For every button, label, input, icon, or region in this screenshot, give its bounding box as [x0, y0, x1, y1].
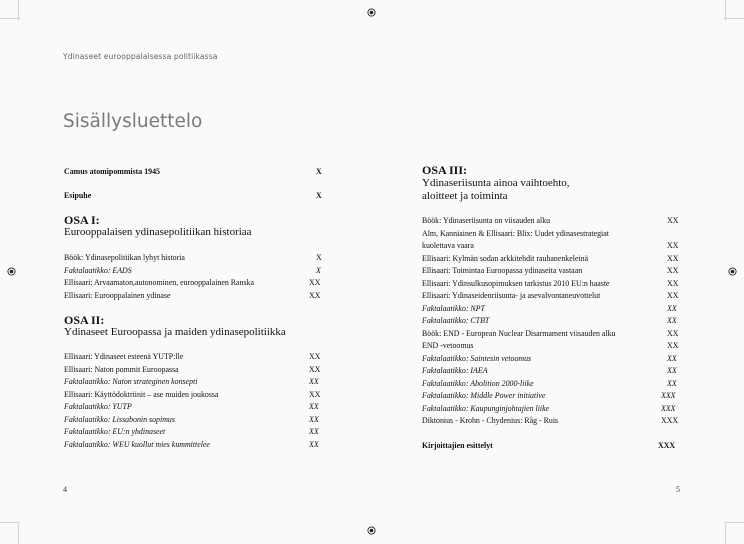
toc-entry: Ellisaari: Eurooppalainen ydinase	[64, 291, 171, 300]
toc-entry: Ellisaari: Ydinaseidenriisunta- ja asevalvontaneuvottelut	[422, 291, 601, 300]
page-number: 5	[676, 485, 680, 494]
toc-entry: Faktalaatikko: CTBT	[422, 316, 490, 325]
toc-entry: Diktonius - Krohn - Chydenius: Råg - Ruis	[422, 416, 559, 425]
toc-entry: Faktalaatikko: Kaupunginjohtajien liike	[422, 404, 550, 413]
toc-entry: Ellisaari: Käyttödoktriinit – ase muiden joukossa	[64, 390, 219, 399]
toc-entry: Ellisaari: Toimintaa Euroopassa ydinaseita vastaan	[422, 266, 583, 275]
toc-page-ref: XX	[309, 402, 319, 411]
running-header: Ydinaseet eurooppalaisessa politiikassa	[63, 52, 218, 61]
section-heading: OSA II:	[64, 313, 105, 327]
toc-entry: Faktalaatikko: NPT	[422, 304, 485, 313]
toc-page-ref: X	[316, 266, 321, 275]
toc-page-ref: XX	[667, 254, 679, 263]
toc-page-ref: XX	[309, 365, 321, 374]
toc-entry: Faktalaatikko: WEU kuollut mies kummittelee	[64, 440, 210, 449]
toc-page-ref: XX	[309, 278, 321, 287]
toc-page-ref: XXX	[661, 404, 676, 413]
toc-page-ref: XX	[667, 379, 677, 388]
toc-page-ref: XX	[667, 291, 679, 300]
toc-entry: Faktalaatikko: IAEA	[422, 366, 488, 375]
right-page	[372, 0, 744, 544]
toc-entry: Faktalaatikko: Saintesin vetoomus	[422, 354, 532, 363]
toc-entry: END -vetoomus	[422, 341, 474, 350]
toc-page-ref: XX	[667, 341, 679, 350]
section-subtitle: aloitteet ja toiminta	[422, 190, 508, 202]
toc-entry: Faktalaatikko: Middle Power initiative	[422, 391, 546, 400]
section-heading: OSA III:	[422, 163, 468, 177]
toc-page-ref: XXX	[661, 416, 679, 425]
toc-page-ref: XX	[667, 216, 679, 225]
toc-page-ref: XX	[309, 390, 321, 399]
toc-entry: Faktalaatikko: Lissabonin sopimus	[64, 415, 175, 424]
toc-page-ref: X	[316, 167, 322, 176]
toc-page-ref: XX	[309, 291, 321, 300]
page-number: 4	[63, 485, 67, 494]
toc-entry: Camus atomipommista 1945	[64, 167, 161, 176]
toc-entry: Faktalaatikko: YUTP	[64, 402, 132, 411]
toc-page-ref: XX	[667, 304, 677, 313]
toc-page-ref: XX	[667, 354, 677, 363]
toc-page-ref: XX	[309, 440, 319, 449]
toc-entry: Faktalaatikko: EADS	[64, 266, 132, 275]
toc-entry: Ellisaari: Ydinaseet esteenä YUTP:lle	[64, 352, 184, 361]
section-heading: OSA I:	[64, 213, 100, 227]
page-title: Sisällysluettelo	[63, 111, 203, 132]
toc-entry: Ellisaari: Arvaamaton,autonominen, eurooppalainen Ranska	[64, 278, 254, 287]
toc-entry: Ellisaari: Ydinsulkusopimuksen tarkistus 2010 EU:n haaste	[422, 279, 610, 288]
toc-entry: Ellisaari: Kylmän sodan arkkitehdit rauhanenkeleinä	[422, 254, 589, 263]
toc-entry: Ellisaari: Naton pommit Euroopassa	[64, 365, 179, 374]
toc-page-ref: XX	[667, 241, 679, 250]
toc-page-ref: XX	[667, 366, 677, 375]
toc-entry: Böök: END - European Nuclear Disarmament viisauden alku	[422, 329, 616, 338]
toc-entry: Faktalaatikko: Abolition 2000-liike	[422, 379, 534, 388]
toc-page-ref: XX	[309, 415, 319, 424]
toc-page-ref: XX	[309, 352, 321, 361]
toc-entry: Böök: Ydinaseriisunta on viisauden alku	[422, 216, 551, 225]
section-subtitle: Eurooppalaisen ydinasepolitiikan historiaa	[64, 226, 252, 238]
toc-page-ref: XX	[667, 316, 677, 325]
toc-page-ref: XX	[309, 377, 319, 386]
toc-page-ref: X	[316, 191, 322, 200]
toc-page-ref: XX	[309, 427, 319, 436]
toc-page-ref: XX	[667, 329, 679, 338]
toc-page-ref: XX	[667, 279, 679, 288]
toc-entry: Faktalaatikko: Naton strateginen konsepti	[64, 377, 198, 386]
toc-entry: Esipuhe	[64, 191, 92, 200]
toc-page-ref: XXX	[658, 441, 676, 450]
toc-page-ref: XX	[667, 266, 679, 275]
toc-entry: Alm, Kanniainen & Ellisaari: Blix: Uudet ydinasestrategiat	[422, 229, 609, 238]
toc-entry: Kirjoittajien esittelyt	[422, 441, 493, 450]
toc-entry: Böök: Ydinasepolitiikan lyhyt historia	[64, 253, 185, 262]
toc-page-ref: XXX	[661, 391, 676, 400]
toc-page-ref: X	[316, 253, 322, 262]
toc-entry: kuolettava vaara	[422, 241, 474, 250]
toc-entry: Faktalaatikko: EU:n yhdinaseet	[64, 427, 166, 436]
section-subtitle: Ydinaseet Euroopassa ja maiden ydinasepolitiikka	[64, 326, 286, 338]
section-subtitle: Ydinaseriisunta ainoa vaihtoehto,	[422, 177, 570, 189]
